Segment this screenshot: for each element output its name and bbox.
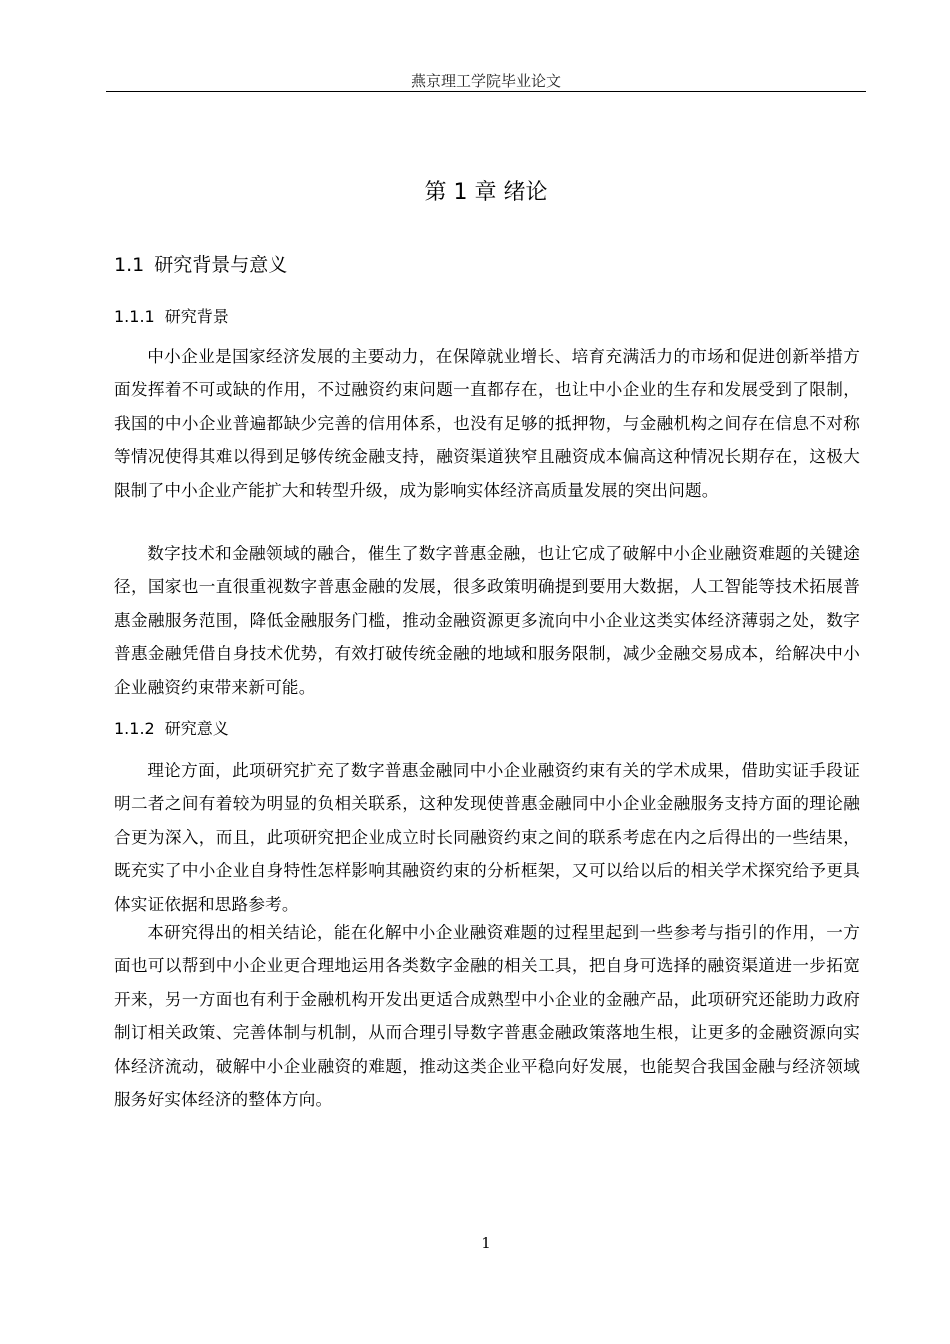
subsection-title: 研究背景 bbox=[164, 307, 229, 326]
page-number: 1 bbox=[481, 1234, 491, 1252]
section-number: 1.1 bbox=[114, 254, 145, 276]
paragraph-background-1: 中小企业是国家经济发展的主要动力，在保障就业增长、培育充满活力的市场和促进创新举措方面发挥着不可或缺的作用，不过融资约束问题一直都存在，也让中小企业的生存和发展受到了限制，我国的中小企业普遍都缺少完善的信用体系，也没有足够的抵押物，与金融机构之间存在信息不对称等情况使得其难以得到足够传统金融支持，融资渠道狭窄且融资成本偏高这种情况长期存在，这极大限制了中小企业产能扩大和转型升级，成为影响实体经济高质量发展的突出问题。 bbox=[114, 347, 860, 500]
section-title: 研究背景与意义 bbox=[154, 254, 288, 276]
section-heading-1-1 bbox=[114, 252, 287, 278]
paragraph-significance-2: 本研究得出的相关结论，能在化解中小企业融资难题的过程里起到一些参考与指引的作用，一方面也可以帮到中小企业更合理地运用各类数字金融的相关工具，把自身可选择的融资渠道进一步拓宽开来，另一方面也有利于金融机构开发出更适合成熟型中小企业的金融产品，此项研究还能助力政府制订相关政策、完善体制与机制，从而合理引导数字普惠金融政策落地生根，让更多的金融资源向实体经济流动，破解中小企业融资的难题，推动这类企业平稳向好发展，也能契合我国金融与经济领域服务好实体经济的整体方向。 bbox=[114, 923, 860, 1110]
paragraph-significance-1: 理论方面，此项研究扩充了数字普惠金融同中小企业融资约束有关的学术成果，借助实证手段证明二者之间有着较为明显的负相关联系，这种发现使普惠金融同中小企业金融服务支持方面的理论融合更为深入，而且，此项研究把企业成立时长同融资约束之间的联系考虑在内之后得出的一些结果，既充实了中小企业自身特性怎样影响其融资约束的分析框架，又可以给以后的相关学术探究给予更具体实证依据和思路参考。 bbox=[114, 761, 860, 914]
subsection-number: 1.1.1 bbox=[114, 307, 155, 326]
chapter-title: 第 1 章 绪论 bbox=[424, 180, 548, 205]
subsection-number: 1.1.2 bbox=[114, 719, 155, 738]
paragraph-background-2: 数字技术和金融领域的融合，催生了数字普惠金融，也让它成了破解中小企业融资难题的关键途径，国家也一直很重视数字普惠金融的发展，很多政策明确提到要用大数据，人工智能等技术拓展普惠金融服务范围，降低金融服务门槛，推动金融资源更多流向中小企业这类实体经济薄弱之处，数字普惠金融凭借自身技术优势，有效打破传统金融的地域和服务限制，减少金融交易成本，给解决中小企业融资约束带来新可能。 bbox=[114, 544, 860, 697]
header-rule bbox=[106, 91, 866, 92]
subsection-title: 研究意义 bbox=[164, 719, 229, 738]
running-header: 燕京理工学院毕业论文 bbox=[410, 72, 561, 90]
subsection-heading-1-1-2 bbox=[114, 718, 229, 740]
subsection-heading-1-1-1 bbox=[114, 306, 229, 328]
